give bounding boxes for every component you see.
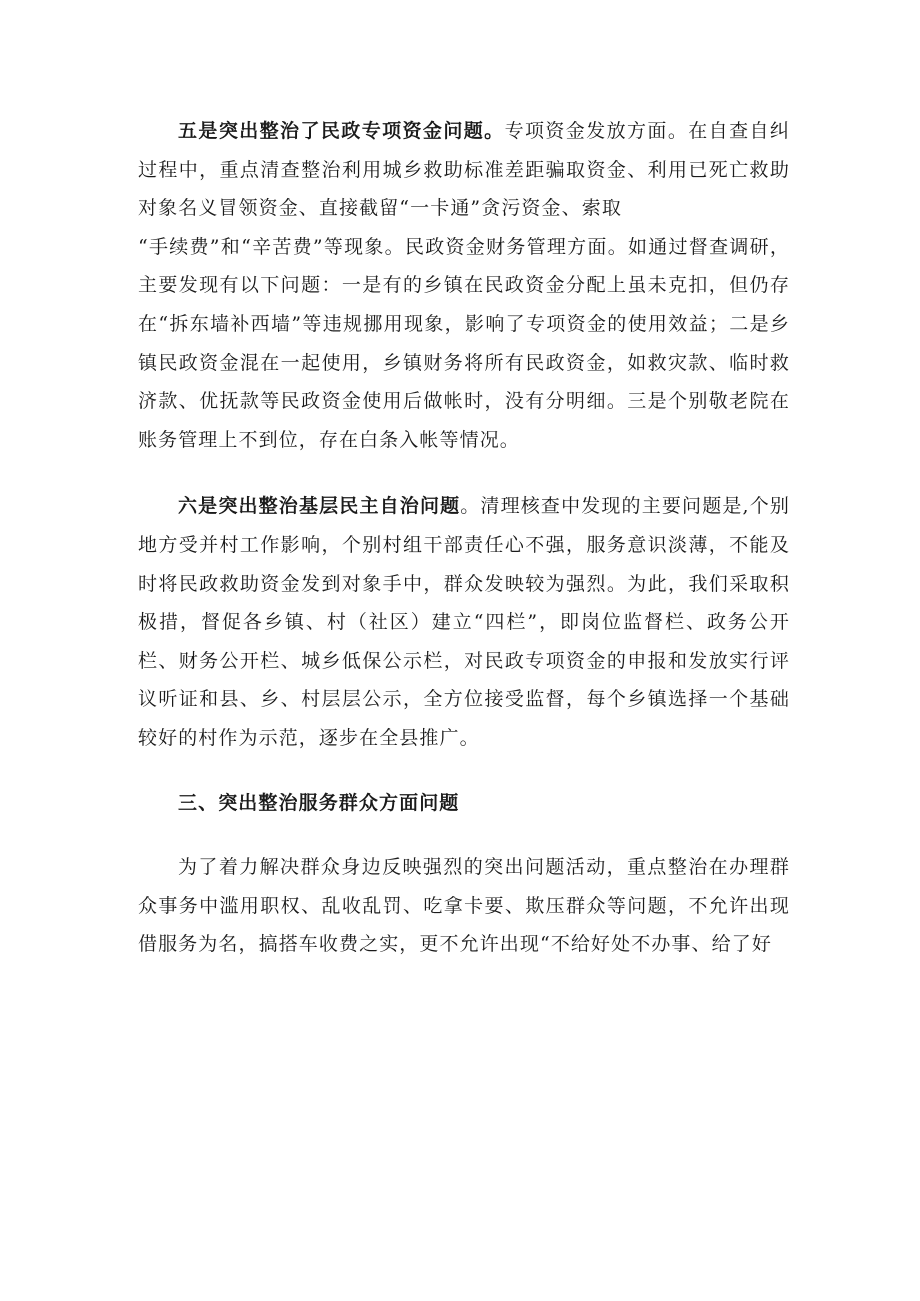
document-page xyxy=(138,112,790,964)
paragraph-special-funds xyxy=(138,112,790,228)
paragraph-special-funds-continued: “手续费”和“辛苦费”等现象。民政资金财务管理方面。如通过督查调研，主要发现有以下问题：一是有的乡镇在民政资金分配上虽未克扣，但仍存在“拆东墙补西墙”等违规挪用现象，影响了专项资金的使用效益；二是乡镇民政资金混在一起使用，乡镇财务将所有民政资金，如救灾款、临时救济款、优抚款等民政资金使用后做帐时，没有分明细。三是个别敬老院在账务管理上不到位，存在白条入帐等情况。 xyxy=(138,235,790,451)
paragraph-lead-grassroots-autonomy: 六是突出整治基层民主自治问题 xyxy=(178,495,461,518)
paragraph-body-grassroots-autonomy: 。清理核查中发现的主要问题是,个别地方受并村工作影响，个别村组干部责任心不强，服务意识淡薄，不能及时将民政救助资金发到对象手中，群众发映较为强烈。为此，我们采取积极措，督促各乡镇、村（社区）建立“四栏”，即岗位监督栏、政务公开栏、财务公开栏、城乡低保公示栏，对民政专项资金的申报和发放实行评议听证和县、乡、村层层公示，全方位接受监督，每个乡镇选择一个基础较好的村作为示范，逐步在全县推广。 xyxy=(138,495,790,749)
paragraph-body-special-funds: 专项资金发放方面。在自查自纠过程中，重点清查整治利用城乡救助标准差距骗取资金、利用已死亡救助对象名义冒领资金、直接截留“一卡通”贪污资金、索取 xyxy=(138,120,790,220)
paragraph-grassroots-autonomy xyxy=(138,487,790,757)
section-heading-3: 三、突出整治服务群众方面问题 xyxy=(178,791,460,814)
paragraph-lead-special-funds: 五是突出整治了民政专项资金问题。 xyxy=(178,120,505,142)
paragraph-serving-masses: 为了着力解决群众身边反映强烈的突出问题活动，重点整治在办理群众事务中滥用职权、乱收乱罚、吃拿卡要、欺压群众等问题，不允许出现借服务为名，搞搭车收费之实，更不允许出现“不给好处不办事、给了好 xyxy=(138,856,790,956)
